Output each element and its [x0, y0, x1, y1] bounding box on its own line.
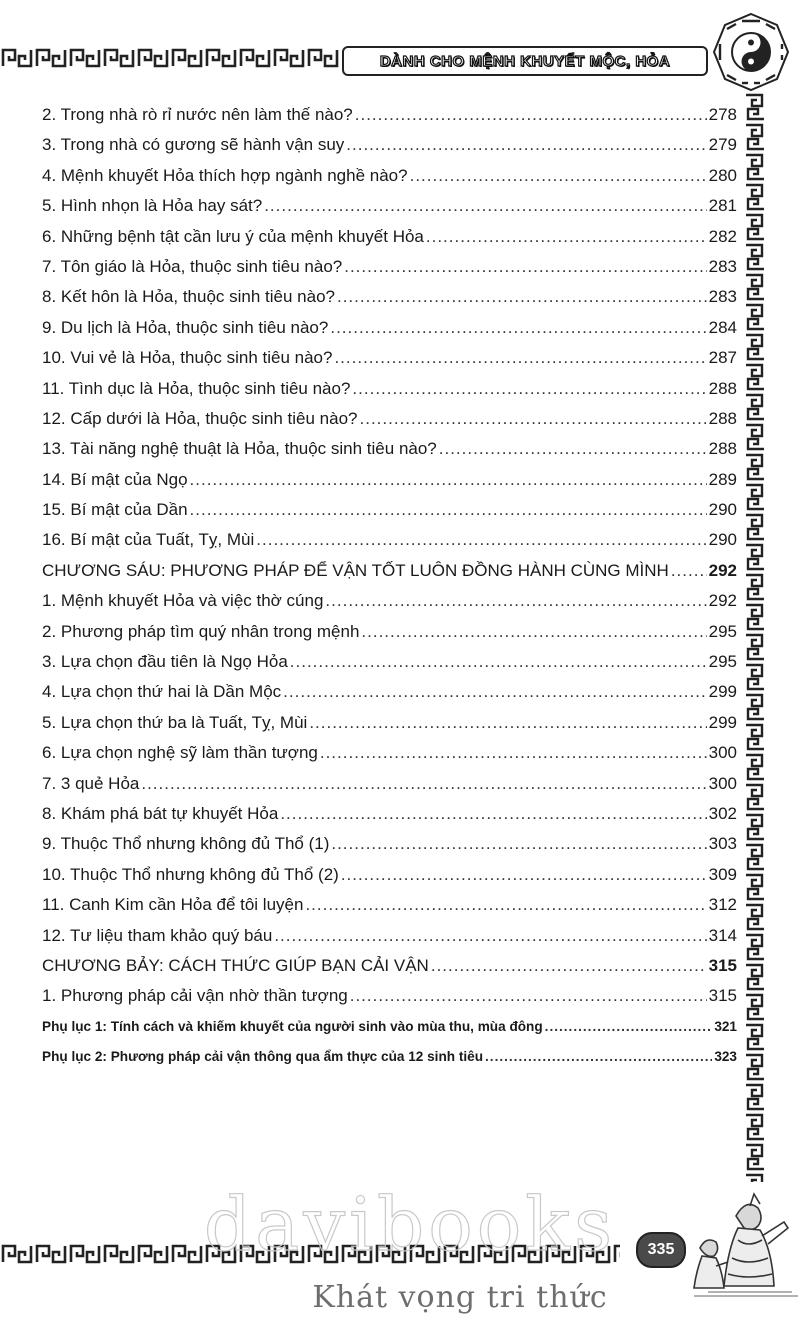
toc-dot-leader: [309, 708, 706, 738]
toc-item-row: [42, 586, 737, 616]
toc-page-number: 292: [708, 591, 737, 611]
toc-dot-leader: [485, 1042, 712, 1072]
toc-entry-title: 3. Trong nhà có gương sẽ hành vận suy: [42, 135, 345, 155]
toc-entry-title: 4. Lựa chọn thứ hai là Dần Mộc: [42, 682, 282, 702]
toc-page-number: 288: [708, 439, 737, 459]
toc-item-row: [42, 708, 737, 738]
toc-entry-title: 16. Bí mật của Tuất, Tỵ, Mùi: [42, 530, 255, 550]
toc-dot-leader: [283, 677, 706, 707]
toc-page-number: 283: [708, 287, 737, 307]
toc-dot-leader: [274, 921, 706, 951]
toc-page-number: 290: [708, 530, 737, 550]
toc-item-row: [42, 525, 737, 555]
toc-entry-title: 1. Mệnh khuyết Hỏa và việc thờ cúng: [42, 591, 324, 611]
toc-page-number: 302: [708, 803, 737, 823]
sage-figures-illustration-icon: [688, 1188, 800, 1298]
toc-item-row: [42, 434, 737, 464]
toc-chapter-row: [42, 951, 737, 981]
toc-entry-title: CHƯƠNG BẢY: CÁCH THỨC GIÚP BẠN CẢI VẬN: [42, 955, 429, 975]
toc-entry-title: 14. Bí mật của Ngọ: [42, 469, 188, 489]
toc-entry-title: 11. Tình dục là Hỏa, thuộc sinh tiêu nào?: [42, 378, 351, 398]
toc-dot-leader: [256, 525, 706, 555]
toc-entry-title: 8. Kết hôn là Hỏa, thuộc sinh tiêu nào?: [42, 287, 335, 307]
toc-entry-title: 2. Phương pháp tìm quý nhân trong mệnh: [42, 621, 360, 641]
toc-dot-leader: [190, 465, 707, 495]
toc-page-number: 312: [708, 895, 737, 915]
toc-dot-leader: [280, 799, 706, 829]
watermark-logo: davibooks: [203, 1182, 617, 1268]
toc-entry-title: 6. Những bệnh tật cần lưu ý của mệnh khuyết Hỏa: [42, 226, 424, 246]
toc-page-number: 288: [708, 408, 737, 428]
toc-page-number: 299: [708, 682, 737, 702]
toc-item-row: [42, 677, 737, 707]
toc-page-number: 295: [708, 652, 737, 672]
toc-dot-leader: [344, 252, 706, 282]
toc-entry-title: 13. Tài năng nghệ thuật là Hỏa, thuộc sinh tiêu nào?: [42, 439, 437, 459]
toc-page-number: 300: [708, 773, 737, 793]
toc-entry-title: 9. Du lịch là Hỏa, thuộc sinh tiêu nào?: [42, 317, 329, 337]
toc-chapter-row: [42, 556, 737, 586]
toc-dot-leader: [355, 100, 707, 130]
toc-page-number: 292: [708, 560, 737, 580]
toc-page-number: 300: [708, 743, 737, 763]
toc-page-number: 278: [708, 105, 737, 124]
toc-page-number: 281: [708, 196, 737, 216]
toc-dot-leader: [325, 586, 706, 616]
toc-dot-leader: [545, 1012, 713, 1042]
toc-dot-leader: [337, 282, 707, 312]
toc-item-row: [42, 222, 737, 252]
toc-entry-title: 8. Khám phá bát tự khuyết Hỏa: [42, 803, 279, 823]
header-meander-border: [0, 40, 340, 74]
toc-item-row: [42, 738, 737, 768]
toc-dot-leader: [320, 738, 707, 768]
toc-item-row: [42, 769, 737, 799]
toc-dot-leader: [439, 434, 707, 464]
toc-dot-leader: [264, 191, 706, 221]
toc-page-number: 315: [708, 955, 737, 975]
toc-item-row: [42, 313, 737, 343]
toc-dot-leader: [360, 404, 707, 434]
toc-dot-leader: [346, 130, 706, 160]
toc-item-row: [42, 374, 737, 404]
toc-item-row: [42, 890, 737, 920]
toc-page-number: 287: [708, 348, 737, 368]
toc-page-number: 315: [708, 986, 737, 1006]
toc-page-number: 288: [708, 378, 737, 398]
toc-item-row: [42, 130, 737, 160]
toc-item-row: [42, 860, 737, 890]
toc-dot-leader: [350, 981, 707, 1011]
toc-item-row: [42, 343, 737, 373]
toc-entry-title: 9. Thuộc Thổ nhưng không đủ Thổ (1): [42, 834, 330, 854]
toc-dot-leader: [141, 769, 706, 799]
toc-page-number: 284: [708, 317, 737, 337]
header-title-box: [342, 46, 708, 76]
toc-item-row: [42, 981, 737, 1011]
toc-dot-leader: [361, 617, 706, 647]
yin-yang-bagua-icon: [712, 12, 790, 92]
table-of-contents: [42, 100, 737, 1073]
toc-dot-leader: [426, 222, 707, 252]
toc-dot-leader: [671, 556, 707, 586]
toc-item-row: [42, 191, 737, 221]
toc-entry-title: 5. Lựa chọn thứ ba là Tuất, Tỵ, Mùi: [42, 712, 308, 732]
right-meander-border: [742, 92, 768, 1182]
toc-entry-title: 6. Lựa chọn nghệ sỹ làm thần tượng: [42, 743, 318, 763]
toc-entry-title: Phụ lục 1: Tính cách và khiếm khuyết của người sinh vào mùa thu, mùa đông: [42, 1018, 543, 1034]
toc-entry-title: 3. Lựa chọn đầu tiên là Ngọ Hỏa: [42, 652, 288, 672]
toc-item-row: [42, 921, 737, 951]
toc-entry-title: 10. Vui vẻ là Hỏa, thuộc sinh tiêu nào?: [42, 348, 333, 368]
toc-item-row: [42, 495, 737, 525]
toc-dot-leader: [331, 829, 706, 859]
toc-page-number: 309: [708, 864, 737, 884]
toc-page-number: 289: [708, 469, 737, 489]
toc-entry-title: 15. Bí mật của Dần: [42, 500, 188, 520]
toc-item-row: [42, 404, 737, 434]
toc-page-number: 303: [708, 834, 737, 854]
toc-page-number: 321: [714, 1018, 737, 1034]
toc-entry-title: 1. Phương pháp cải vận nhờ thần tượng: [42, 986, 348, 1006]
toc-entry-title: 12. Tư liệu tham khảo quý báu: [42, 925, 273, 945]
toc-item-row: [42, 829, 737, 859]
toc-page-number: 282: [708, 226, 737, 246]
toc-item-row: [42, 100, 737, 130]
toc-entry-title: Phụ lục 2: Phương pháp cải vận thông qua ẩm thực của 12 sinh tiêu: [42, 1049, 484, 1065]
toc-page-number: 314: [708, 925, 737, 945]
toc-page-number: 295: [708, 621, 737, 641]
toc-page-number: 290: [708, 500, 737, 520]
toc-entry-title: 11. Canh Kim cần Hỏa để tôi luyện: [42, 895, 304, 915]
toc-dot-leader: [190, 495, 707, 525]
toc-dot-leader: [334, 343, 706, 373]
toc-page-number: 323: [714, 1049, 737, 1065]
toc-entry-title: 10. Thuộc Thổ nhưng không đủ Thổ (2): [42, 864, 339, 884]
toc-dot-leader: [431, 951, 707, 981]
toc-item-row: [42, 799, 737, 829]
toc-page-number: 299: [708, 712, 737, 732]
toc-item-row: [42, 617, 737, 647]
toc-page-number: 283: [708, 256, 737, 276]
toc-entry-title: 4. Mệnh khuyết Hỏa thích hợp ngành nghề nào?: [42, 165, 408, 185]
toc-item-row: [42, 161, 737, 191]
header-title: DÀNH CHO MỆNH KHUYẾT MỘC, HỎA: [379, 52, 671, 70]
toc-item-row: [42, 647, 737, 677]
toc-entry-title: 12. Cấp dưới là Hỏa, thuộc sinh tiêu nào?: [42, 408, 358, 428]
toc-entry-title: 7. Tôn giáo là Hỏa, thuộc sinh tiêu nào?: [42, 256, 343, 276]
page-number: 335: [647, 1241, 675, 1258]
toc-dot-leader: [410, 161, 707, 191]
toc-dot-leader: [330, 313, 706, 343]
toc-entry-title: 5. Hình nhọn là Hỏa hay sát?: [42, 196, 263, 216]
page-number-badge: [636, 1232, 686, 1268]
toc-item-row: [42, 282, 737, 312]
toc-item-row: [42, 252, 737, 282]
toc-entry-title: 2. Trong nhà rò rỉ nước nên làm thế nào?: [42, 105, 353, 124]
watermark-tagline: Khát vọng tri thức: [312, 1280, 608, 1315]
toc-dot-leader: [352, 374, 706, 404]
toc-entry-title: 7. 3 quẻ Hỏa: [42, 773, 140, 793]
toc-dot-leader: [341, 860, 707, 890]
toc-appendix-row: [42, 1012, 737, 1042]
toc-dot-leader: [305, 890, 706, 920]
toc-page-number: 280: [708, 165, 737, 185]
toc-page-number: 279: [708, 135, 737, 155]
toc-dot-leader: [290, 647, 707, 677]
toc-item-row: [42, 465, 737, 495]
toc-entry-title: CHƯƠNG SÁU: PHƯƠNG PHÁP ĐỂ VẬN TỐT LUÔN ĐỒNG HÀNH CÙNG MÌNH: [42, 560, 669, 580]
toc-appendix-row: [42, 1042, 737, 1072]
